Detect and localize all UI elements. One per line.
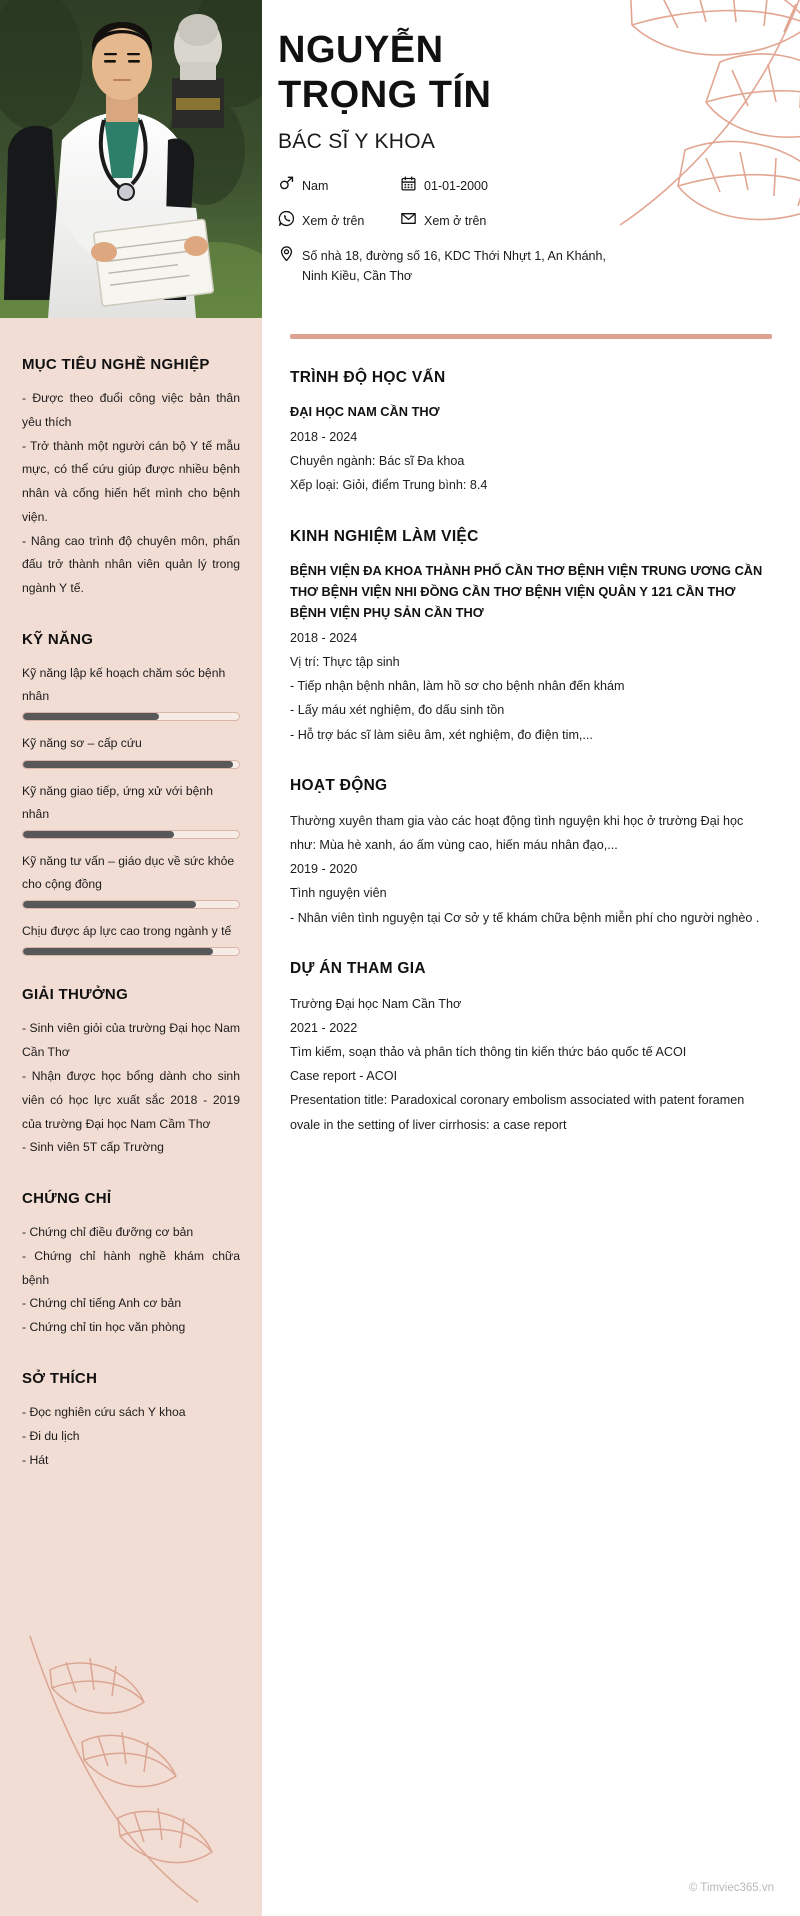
skill-bar-track [22,900,240,909]
accent-divider [290,334,772,339]
objective-heading: MỤC TIÊU NGHỀ NGHIỆP [22,356,210,373]
phone-label: Xem ở trên [302,214,365,229]
skill-bar-track [22,830,240,839]
calendar-icon [400,175,417,192]
experience-duty: - Tiếp nhận bệnh nhân, làm hồ sơ cho bệnh nhân đến khám [290,679,625,694]
projects-heading: DỰ ÁN THAM GIA [290,959,426,977]
experience-org: BỆNH VIỆN ĐA KHOA THÀNH PHỐ CẦN THƠ BỆNH VIỆN TRUNG ƯƠNG CẦN THƠ BỆNH VIỆN NHI ĐỒNG CẦN THƠ BỆNH VIỆN QUÂN Y 121 CẦN THƠ BỆNH VIỆN PHỤ SẢN CẦN THƠ [290,562,763,620]
skill-label: Kỹ năng lập kế hoạch chăm sóc bệnh nhân [22,666,226,704]
skill-bar-track [22,947,240,956]
email-label: Xem ở trên [424,214,487,229]
phone-icon [278,210,295,227]
contact-gender [278,176,400,196]
experience-position: Vị trí: Thực tập sinh [290,655,400,670]
skill-label: Kỹ năng sơ – cấp cứu [22,736,142,751]
section-certificates [22,1190,240,1340]
award-item: - Nhận được học bổng dành cho sinh viên có học lực xuất sắc 2018 - 2019 của trường Đại học Nam Cầm Thơ [22,1068,240,1131]
certificates-heading: CHỨNG CHỈ [22,1190,112,1208]
projects-line: Presentation title: Paradoxical coronary embolism associated with patent foramen ovale in the setting of liver cirrhosis: a case report [290,1093,745,1132]
awards-heading: GIẢI THƯỞNG [22,986,129,1004]
certificate-item: - Chứng chỉ điều đưỡng cơ bản [22,1225,194,1240]
award-item: - Sinh viên giỏi của trường Đại học Nam Cần Thơ [22,1021,240,1060]
skills-heading: KỸ NĂNG [22,631,94,649]
certificate-item: - Chứng chỉ hành nghề khám chữa bệnh [22,1248,240,1287]
experience-duty: - Lấy máu xét nghiệm, đo dấu sinh tồn [290,703,505,718]
contact-birthday [400,176,650,196]
contact-phone[interactable] [278,211,400,231]
contact-row-3 [278,246,650,286]
gender-label: Nam [302,178,329,193]
skill-item [22,662,240,721]
email-icon [400,210,417,227]
main-column [262,318,800,1167]
name-line-1: NGUYỄN [278,29,444,71]
experience-period: 2018 - 2024 [290,630,358,645]
certificate-item: - Chứng chỉ tiếng Anh cơ bản [22,1296,182,1311]
section-objective [22,356,240,601]
skill-bar-fill [23,831,174,838]
education-major: Chuyên ngành: Bác sĩ Đa khoa [290,454,465,469]
experience-heading: KINH NGHIỆM LÀM VIỆC [290,527,479,545]
education-grade: Xếp loại: Giỏi, điểm Trung bình: 8.4 [290,478,488,493]
address-line-1: Số nhà 18, đường số 16, KDC Thới Nhựt 1, An Khánh, [302,249,606,264]
projects-line: Case report - ACOI [290,1069,398,1084]
location-pin-icon [278,245,295,262]
activities-period: 2019 - 2020 [290,862,358,877]
skill-bar-track [22,712,240,721]
header-text-block [278,0,800,318]
projects-period: 2021 - 2022 [290,1020,358,1035]
gender-icon [278,175,295,192]
interests-heading: SỞ THÍCH [22,1370,98,1387]
interest-item: - Đi du lịch [22,1428,80,1443]
interest-item: - Đọc nghiên cứu sách Y khoa [22,1405,186,1419]
cv-header [0,0,800,318]
activities-role: Tình nguyện viên [290,886,387,901]
contact-address [278,246,650,286]
section-skills [22,631,240,956]
skill-label: Kỹ năng giao tiếp, ứng xử với bệnh nhân [22,783,213,821]
skill-item [22,850,240,909]
cv-body [0,318,800,1916]
skill-label: Chịu được áp lực cao trong ngành y tế [22,924,232,939]
section-activities [290,777,772,930]
contact-row-1 [278,176,650,196]
contact-row-2 [278,211,650,231]
objective-item: - Được theo đuổi công việc bản thân yêu thích [22,391,240,429]
contact-grid [278,176,650,287]
skill-bar-fill [23,713,159,720]
sidebar [0,318,262,1916]
footer-watermark: © Timviec365.vn [688,1882,774,1894]
section-projects [290,960,772,1137]
profile-photo [0,0,262,318]
objective-item: - Nâng cao trình độ chuyên môn, phấn đấu trở thành nhân viên quản lý trong ngành Y tế. [22,533,240,596]
education-period: 2018 - 2024 [290,430,358,445]
section-experience [290,528,772,747]
projects-line: Tìm kiếm, soạn thảo và phân tích thông tin kiến thức báo quốc tế ACOI [290,1045,687,1060]
skill-item [22,920,240,956]
name-line-2: TRỌNG TÍN [278,73,492,116]
section-education [290,369,772,498]
objective-item: - Trở thành một người cán bộ Y tế mẫu mực, có thể cứu giúp được nhiều bệnh nhân và cống hiến hết mình cho bệnh viện. [22,438,240,524]
skill-item [22,732,240,768]
certificate-item: - Chứng chỉ tin học văn phòng [22,1320,186,1335]
section-interests [22,1370,240,1472]
address-line-2: Ninh Kiều, Cần Thơ [302,268,413,283]
skill-bar-fill [23,761,233,768]
contact-email[interactable] [400,211,650,231]
activities-heading: HOẠT ĐỘNG [290,776,388,794]
address-block [302,246,606,286]
award-item: - Sinh viên 5T cấp Trường [22,1140,164,1155]
section-awards [22,986,240,1160]
activities-intro: Thường xuyên tham gia vào các hoạt động tình nguyện khi học ở trường Đại học như: Mùa hè xanh, áo ấm vùng cao, hiến máu nhân đạo,... [290,813,744,852]
skill-item [22,780,240,839]
projects-org: Trường Đại học Nam Cần Thơ [290,996,462,1011]
education-heading: TRÌNH ĐỘ HỌC VẤN [290,369,446,386]
skill-bar-track [22,760,240,769]
skill-bar-fill [23,901,196,908]
skill-bar-fill [23,948,213,955]
interest-item: - Hát [22,1452,49,1467]
job-title: BÁC SĨ Y KHOA [278,129,436,153]
birthday-label: 01-01-2000 [424,178,488,193]
experience-duty: - Hỗ trợ bác sĩ làm siêu âm, xét nghiệm, đo điện tim,... [290,727,593,742]
activities-detail: - Nhân viên tình nguyện tại Cơ sở y tế khám chữa bệnh miễn phí cho người nghèo . [290,910,760,925]
education-org: ĐẠI HỌC NAM CẦN THƠ [290,404,440,419]
skill-label: Kỹ năng tư vấn – giáo dục về sức khỏe cho cộng đồng [22,853,235,892]
